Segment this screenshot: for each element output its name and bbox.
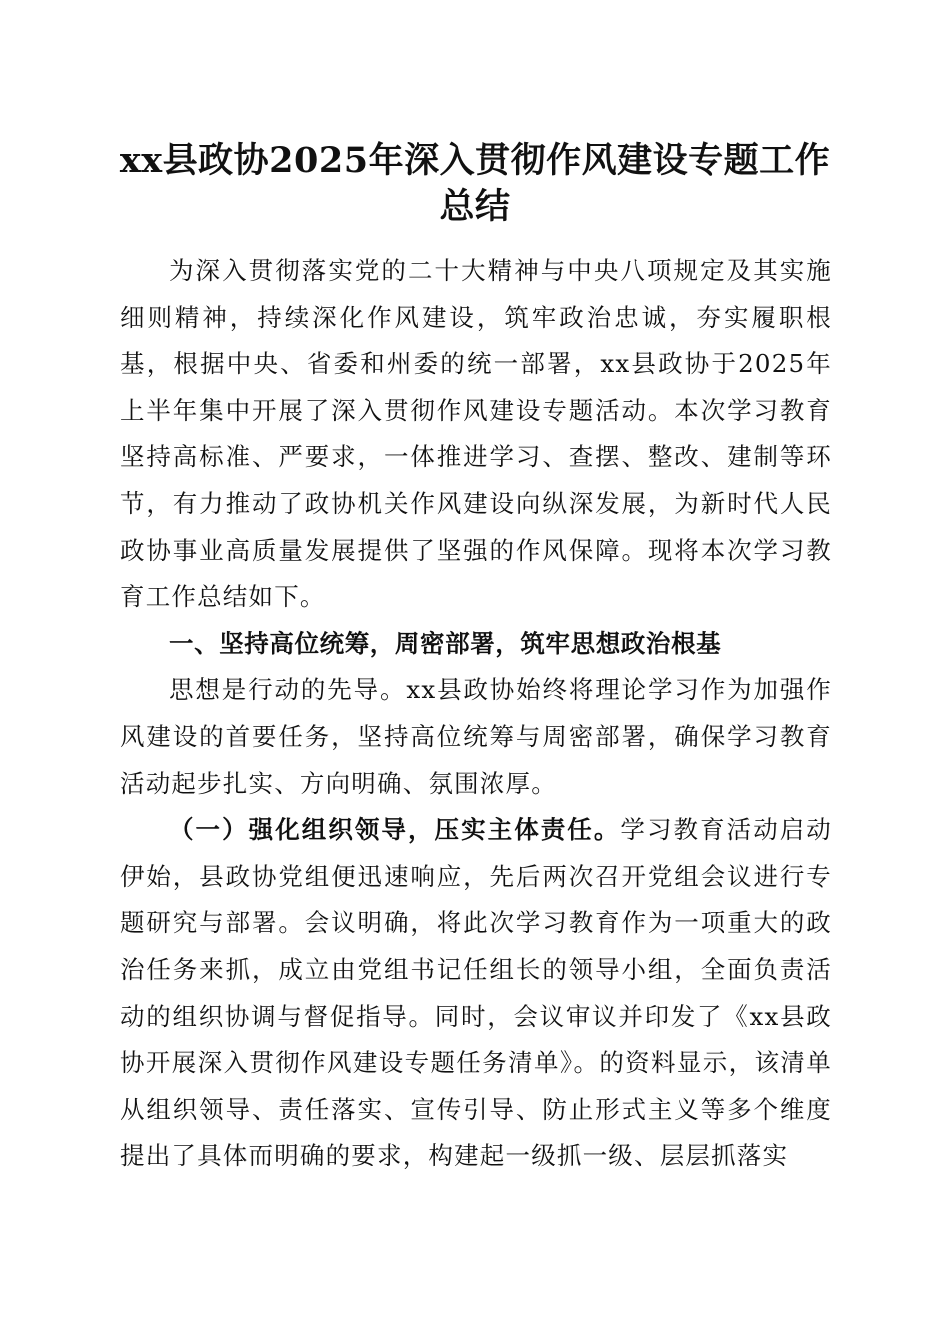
intro-paragraph: 为深入贯彻落实党的二十大精神与中央八项规定及其实施细则精神，持续深化作风建设，筑牢政治忠诚，夯实履职根基，根据中央、省委和州委的统一部署，xx县政协于2025年上半年集中开展了深入贯彻作风建设专题活动。本次学习教育坚持高标准、严要求，一体推进学习、查摆、整改、建制等环节，有力推动了政协机关作风建设向纵深发展，为新时代人民政协事业高质量发展提供了坚强的作风保障。现将本次学习教育工作总结如下。 <box>120 256 832 612</box>
title-line-2: 总结 <box>439 186 511 227</box>
subsection-1-paragraph <box>120 807 832 1180</box>
document-body <box>120 248 832 1180</box>
subsection-1-text: 学习教育活动启动伊始，县政协党组便迅速响应，先后两次召开党组会议进行专题研究与部署。会议明确，将此次学习教育作为一项重大的政治任务来抓，成立由党组书记任组长的领导小组，全面负责活动的组织协调与督促指导。同时，会议审议并印发了《xx县政协开展深入贯彻作风建设专题任务清单》。的资料显示，该清单从组织领导、责任落实、宣传引导、防止形式主义等多个维度提出了具体而明确的要求，构建起一级抓一级、层层抓落实 <box>120 815 832 1171</box>
document-title <box>100 138 850 230</box>
section-heading-1: 一、坚持高位统筹，周密部署，筑牢思想政治根基 <box>169 628 722 658</box>
section-1-paragraph: 思想是行动的先导。xx县政协始终将理论学习作为加强作风建设的首要任务，坚持高位统筹与周密部署，确保学习教育活动起步扎实、方向明确、氛围浓厚。 <box>120 675 832 798</box>
subsection-1-lead: （一）强化组织领导，压实主体责任。 <box>169 815 621 845</box>
title-line-1: xx县政协2025年深入贯彻作风建设专题工作 <box>119 140 831 181</box>
